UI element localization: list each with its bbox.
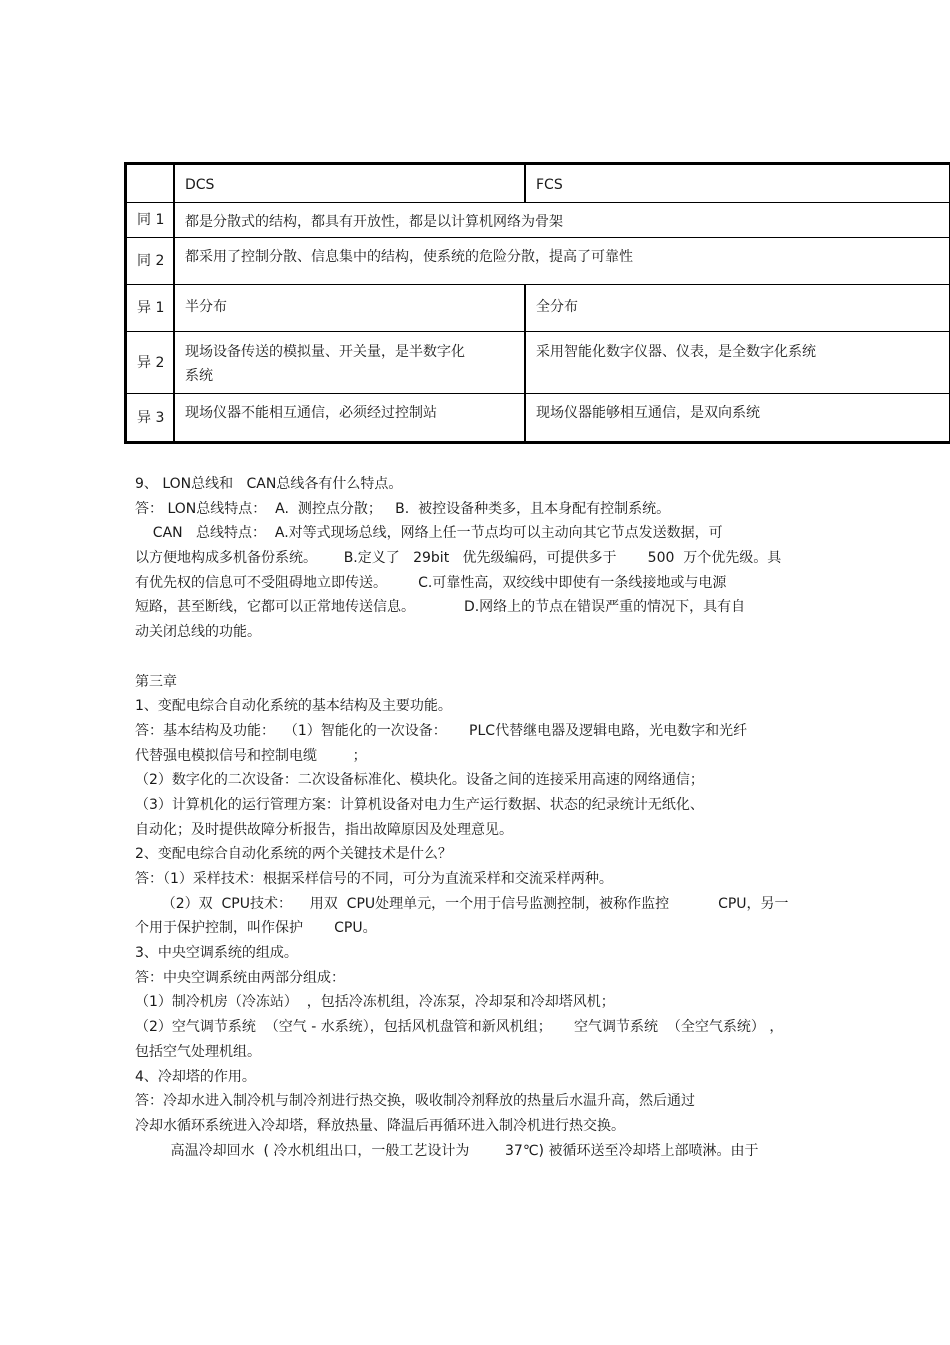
blank-line [135, 645, 835, 670]
answer-line: （3）计算机化的运行管理方案：计算机设备对电力生产运行数据、状态的纪录统计无纸化、 [135, 796, 704, 813]
question-1: 1、变配电综合自动化系统的基本结构及主要功能。 [135, 698, 452, 715]
merged-cell: 都是分散式的结构，都具有开放性，都是以计算机网络为骨架 [174, 203, 950, 238]
question-3: 3、中央空调系统的组成。 [135, 945, 298, 962]
row-label: 同 2 [126, 238, 175, 285]
answer-line: 答：冷却水进入制冷机与制冷剂进行热交换，吸收制冷剂释放的热量后水温升高，然后通过 [135, 1093, 695, 1110]
merged-cell: 都采用了控制分散、信息集中的结构，使系统的危险分散，提高了可靠性 [174, 238, 950, 285]
question-4: 4、冷却塔的作用。 [135, 1068, 256, 1085]
question-9: 9、 LON总线和 CAN总线各有什么特点。 [135, 476, 403, 492]
answer-line: 以方便地构成多机备份系统。 B.定义了 29bit 优先级编码，可提供多于 500 万个优先级。具 [135, 550, 782, 567]
header-fcs: FCS [525, 164, 950, 203]
fcs-cell: 全分布 [525, 285, 950, 332]
answer-line: （2）空气调节系统 （空气 - 水系统），包括风机盘管和新风机组； 空气调节系统 （全空气系统） ， [135, 1019, 784, 1036]
body-text [135, 472, 835, 1163]
row-label: 同 1 [126, 203, 175, 238]
fcs-cell: 采用智能化数字仪器、仪表，是全数字化系统 [525, 332, 950, 394]
row-label: 异 2 [126, 332, 175, 394]
answer-line: 答： LON总线特点： A. 测控点分散； B. 被控设备种类多，且本身配有控制系统。 [135, 500, 671, 517]
dcs-fcs-comparison-table [124, 162, 950, 444]
header-blank-cell [126, 164, 175, 203]
answer-line: 答：基本结构及功能： （1）智能化的一次设备： PLC代替继电器及逻辑电路，光电数字和光纤 [135, 722, 748, 739]
answer-line: 动关闭总线的功能。 [135, 624, 261, 641]
header-dcs: DCS [174, 164, 525, 203]
answer-line: （1）制冷机房（冷冻站） ，包括冷冻机组，冷冻泵，冷却泵和冷却塔风机； [135, 994, 615, 1011]
answer-line: 包括空气处理机组。 [135, 1043, 261, 1060]
table-row [126, 332, 950, 394]
answer-line: 短路，甚至断线，它都可以正常地传送信息。 D.网络上的节点在错误严重的情况下，具有自 [135, 599, 746, 616]
answer-line: CAN 总线特点： A.对等式现场总线，网络上任一节点均可以主动向其它节点发送数据，可 [135, 525, 723, 542]
table-row [126, 238, 950, 285]
answer-line: （2）数字化的二次设备：二次设备标准化、模块化。设备之间的连接采用高速的网络通信； [135, 772, 704, 789]
dcs-cell: 现场仪器不能相互通信，必须经过控制站 [174, 394, 525, 443]
answer-line: 高温冷却回水 ( 冷水机组出口，一般工艺设计为 37℃) 被循环送至冷却塔上部喷淋。由于 [135, 1142, 759, 1159]
dcs-cell: 现场设备传送的模拟量、开关量，是半数字化系统 [185, 344, 465, 384]
question-2: 2、变配电综合自动化系统的两个关键技术是什么？ [135, 846, 452, 863]
answer-line: 答：（1）采样技术：根据采样信号的不同，可分为直流采样和交流采样两种。 [135, 871, 613, 887]
row-label: 异 1 [126, 285, 175, 332]
answer-line: 自动化；及时提供故障分析报告，指出故障原因及处理意见。 [135, 821, 513, 838]
dcs-cell: 半分布 [174, 285, 525, 332]
table-row [126, 394, 950, 443]
chapter-heading: 第三章 [135, 673, 177, 690]
table-header-row [126, 164, 950, 203]
table-row [126, 285, 950, 332]
answer-line: 冷却水循环系统进入冷却塔，释放热量、降温后再循环进入制冷机进行热交换。 [135, 1117, 625, 1134]
answer-line: 有优先权的信息可不受阻碍地立即传送。 C.可靠性高，双绞线中即使有一条线接地或与电源 [135, 574, 727, 591]
row-label: 异 3 [126, 394, 175, 443]
answer-line: 答：中央空调系统由两部分组成： [135, 969, 345, 986]
fcs-cell: 现场仪器能够相互通信，是双向系统 [525, 394, 950, 443]
dcs-cell-wrapper [174, 332, 525, 394]
table-row [126, 203, 950, 238]
answer-line: 个用于保护控制，叫作保护 CPU。 [135, 920, 377, 937]
answer-line: （2）双 CPU技术： 用双 CPU处理单元，一个用于信号监测控制，被称作监控 CPU，另一 [135, 895, 789, 912]
answer-line: 代替强电模拟信号和控制电缆 ； [135, 747, 367, 764]
